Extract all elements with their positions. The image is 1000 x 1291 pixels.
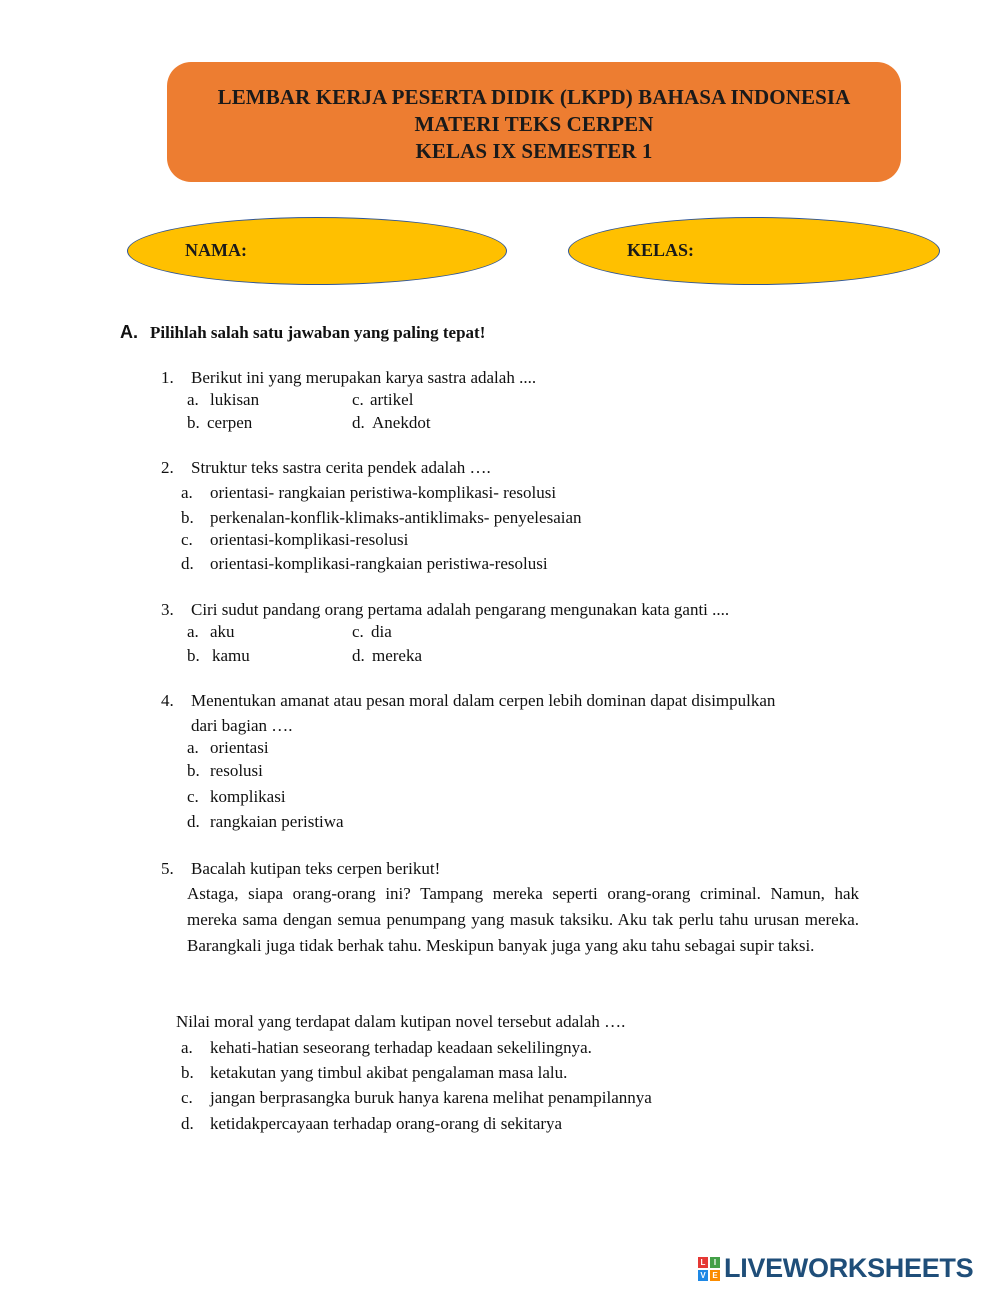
class-label: KELAS: [627,240,695,260]
option-text[interactable]: kamu [212,646,250,665]
option-text[interactable]: rangkaian peristiwa [210,812,344,831]
logo-letter: I [710,1257,720,1268]
option-text[interactable]: aku [210,622,235,641]
question-text: Bacalah kutipan teks cerpen berikut! [191,859,441,878]
option-text[interactable]: dia [371,622,392,641]
liveworksheets-logo[interactable] [698,1253,973,1284]
option-label[interactable]: a. [187,390,199,409]
option-label[interactable]: b. [181,508,194,527]
option-label[interactable]: d. [181,1114,194,1133]
option-label[interactable]: c. [352,622,364,641]
question-number: 3. [161,600,174,619]
option-text[interactable]: ketakutan yang timbul akibat pengalaman masa lalu. [210,1063,568,1082]
option-text[interactable]: orientasi [210,738,269,757]
option-text[interactable]: orientasi-komplikasi-resolusi [210,530,409,549]
brand-name: LIVEWORKSHEETS [724,1253,974,1283]
section-a-heading [120,322,485,343]
logo-letter: L [698,1257,708,1268]
option-label[interactable]: b. [187,413,200,432]
option-label[interactable]: c. [352,390,364,409]
option-text[interactable]: ketidakpercayaan terhadap orang-orang di sekitarya [210,1114,563,1133]
question-number: 1. [161,368,174,387]
option-text[interactable]: Anekdot [372,413,431,432]
option-text[interactable]: mereka [372,646,423,665]
option-label[interactable]: d. [187,812,200,831]
name-field[interactable] [127,217,507,285]
title-line-3: KELAS IX SEMESTER 1 [415,138,653,163]
class-field[interactable] [568,217,940,285]
section-instruction: Pilihlah salah satu jawaban yang paling tepat! [150,323,486,342]
question-prompt: Nilai moral yang terdapat dalam kutipan novel tersebut adalah …. [176,1012,626,1031]
question-number: 2. [161,458,174,477]
option-text[interactable]: perkenalan-konflik-klimaks-antiklimaks- penyelesaian [210,508,582,527]
option-text[interactable]: jangan berprasangka buruk hanya karena melihat penampilannya [210,1088,652,1107]
question-text: Ciri sudut pandang orang pertama adalah pengarang mengunakan kata ganti .... [191,600,730,619]
live-logo-icon [698,1257,720,1281]
logo-letter: V [698,1270,708,1281]
option-label[interactable]: d. [181,554,194,573]
title-line-1: LEMBAR KERJA PESERTA DIDIK (LKPD) BAHASA INDONESIA [217,84,851,109]
option-label[interactable]: c. [187,787,199,806]
option-label[interactable]: a. [187,622,199,641]
question-text: Berikut ini yang merupakan karya sastra adalah .... [191,368,537,387]
option-label[interactable]: b. [187,646,200,665]
question-text-continued: dari bagian …. [191,716,293,735]
question-text: Struktur teks sastra cerita pendek adalah …. [191,458,491,477]
option-label[interactable]: a. [181,483,193,502]
option-text[interactable]: kehati-hatian seseorang terhadap keadaan sekelilingnya. [210,1038,592,1057]
worksheet-title-banner [167,62,901,182]
option-label[interactable]: d. [352,413,365,432]
option-text[interactable]: komplikasi [210,787,286,806]
option-label[interactable]: a. [187,738,199,757]
option-text[interactable]: orientasi- rangkaian peristiwa-komplikasi- resolusi [210,483,557,502]
option-text[interactable]: cerpen [207,413,253,432]
option-text[interactable]: resolusi [210,761,263,780]
section-letter: A. [120,322,138,342]
title-line-2: MATERI TEKS CERPEN [414,111,654,136]
option-label[interactable]: b. [187,761,200,780]
question-number: 5. [161,859,174,878]
story-passage: Astaga, siapa orang-orang ini? Tampang mereka seperti orang-orang criminal. Namun, hak mereka sama dengan semua penumpang yang masuk taksiku. Aku tak perlu tahu urusan mereka. Barangkali juga tidak berhak tahu. Meskipun banyak juga yang aku tahu sebagai supir taksi. [187,884,859,955]
option-text[interactable]: orientasi-komplikasi-rangkaian peristiwa-resolusi [210,554,548,573]
option-text[interactable]: artikel [370,390,414,409]
name-label: NAMA: [185,240,247,260]
question-text: Menentukan amanat atau pesan moral dalam cerpen lebih dominan dapat disimpulkan [191,691,776,710]
option-label[interactable]: d. [352,646,365,665]
option-label[interactable]: c. [181,1088,193,1107]
option-label[interactable]: b. [181,1063,194,1082]
logo-letter: E [710,1270,720,1281]
question-number: 4. [161,691,174,710]
option-label[interactable]: c. [181,530,193,549]
option-text[interactable]: lukisan [210,390,260,409]
option-label[interactable]: a. [181,1038,193,1057]
